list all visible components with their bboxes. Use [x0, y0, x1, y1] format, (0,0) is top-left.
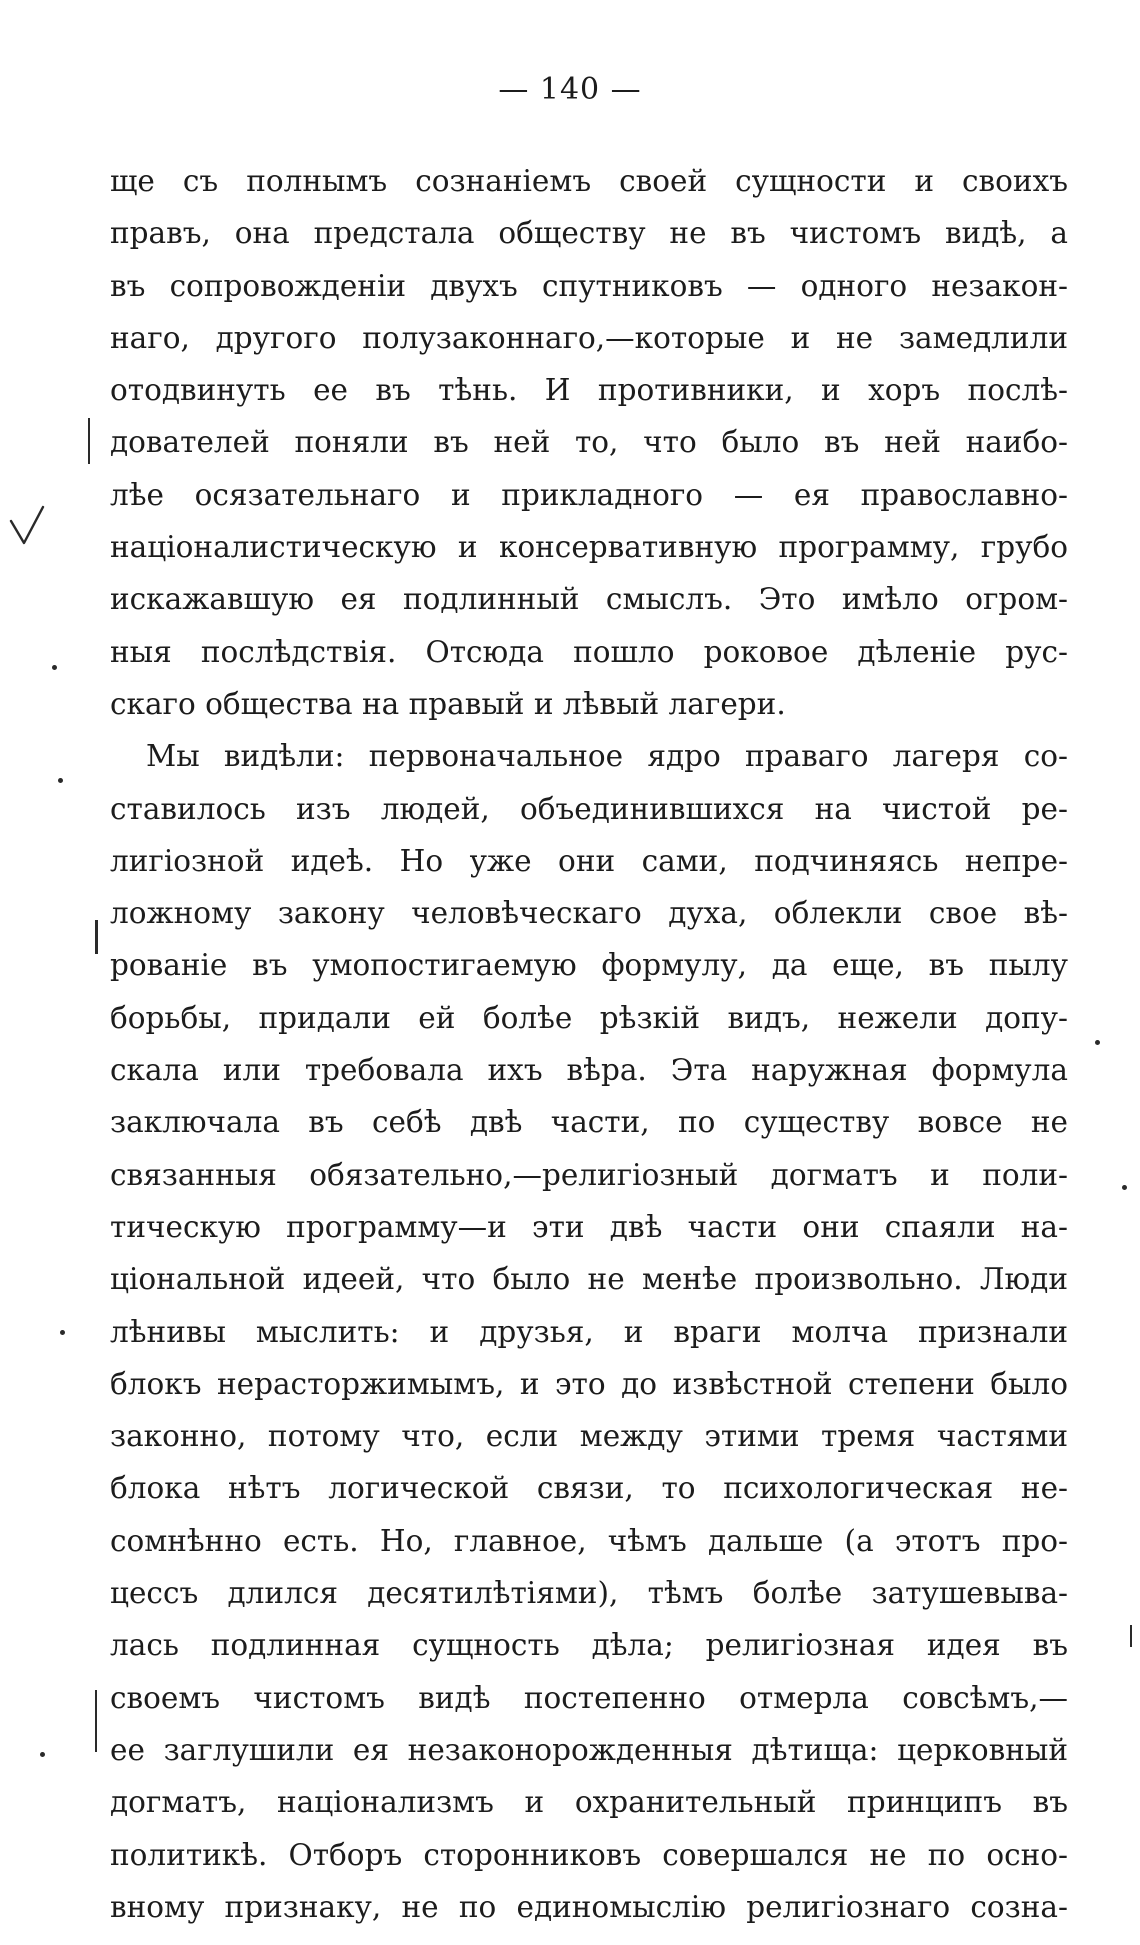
margin-dot-mark [58, 778, 63, 783]
text-line: ее заглушили ея незаконорожденныя дѣтища: церковный [110, 1732, 1068, 1767]
margin-dot-mark [1122, 1185, 1127, 1190]
text-line: ще съ полнымъ сознаніемъ своей сущности и своихъ [110, 164, 1068, 198]
body-text [110, 155, 1068, 1933]
margin-bracket-mark [1130, 1625, 1132, 1647]
text-line: Мы видѣли: первоначальное ядро праваго лагеря со- [146, 739, 1068, 774]
margin-dot-mark [1095, 1040, 1100, 1045]
text-line: законно, потому что, если между этими тремя частями [110, 1419, 1068, 1454]
text-line: наго, другого полузаконнаго,—которые и не замедлили [110, 320, 1068, 355]
text-line: въ сопровожденіи двухъ спутниковъ — одного незакон- [110, 268, 1068, 303]
text-line: лась подлинная сущность дѣла; религіозная идея въ [110, 1628, 1068, 1663]
text-line: отодвинуть ее въ тѣнь. И противники, и хоръ послѣ- [110, 373, 1068, 408]
text-line: ложному закону человѣческаго духа, облекли свое вѣ- [110, 896, 1068, 931]
text-line: догматъ, націонализмъ и охранительный принципъ въ [110, 1785, 1068, 1820]
margin-bracket-mark [95, 1690, 97, 1752]
text-line: скала или требовала ихъ вѣра. Эта наружная формула [110, 1053, 1068, 1088]
check-mark-icon [8, 505, 46, 547]
text-line: правъ, она предстала обществу не въ чистомъ видѣ, а [110, 216, 1068, 251]
margin-bracket-mark [95, 920, 98, 954]
text-line: лѣнивы мыслить: и друзья, и враги молча признали [110, 1314, 1068, 1349]
margin-dot-mark [60, 1330, 65, 1335]
text-line: лигіозной идеѣ. Но уже они сами, подчиняясь непре- [110, 843, 1068, 878]
margin-bracket-mark [88, 418, 90, 464]
text-line: ціональной идеей, что было не менѣе произвольно. Люди [110, 1262, 1068, 1297]
text-line: дователей поняли въ ней то, что было въ ней наибо- [110, 425, 1068, 460]
text-line: связанныя обязательно,—религіозный догматъ и поли- [110, 1157, 1068, 1192]
text-line: сомнѣнно есть. Но, главное, чѣмъ дальше (а этотъ про- [110, 1523, 1068, 1558]
text-line: борьбы, придали ей болѣе рѣзкій видъ, нежели допу- [110, 1000, 1068, 1035]
text-line: тическую программу—и эти двѣ части они спаяли на- [110, 1209, 1068, 1244]
text-line: рованіе въ умопостигаемую формулу, да еще, въ пылу [110, 948, 1068, 983]
text-line: лѣе осязательнаго и прикладного — ея православно- [110, 477, 1068, 512]
text-line: блока нѣтъ логической связи, то психологическая не- [110, 1471, 1068, 1506]
margin-dot-mark [52, 665, 57, 670]
text-line: ставилось изъ людей, объединившихся на чистой ре- [110, 791, 1068, 826]
text-line: блокъ нерасторжимымъ, и это до извѣстной степени было [110, 1366, 1068, 1401]
text-line: политикѣ. Отборъ сторонниковъ совершался не по осно- [110, 1837, 1068, 1872]
text-line: цессъ длился десятилѣтіями), тѣмъ болѣе затушевыва- [110, 1576, 1068, 1611]
page-number: — 140 — [498, 72, 642, 107]
text-line: ныя послѣдствія. Отсюда пошло роковое дѣленіе рус- [110, 634, 1068, 669]
text-line: заключала въ себѣ двѣ части, по существу вовсе не [110, 1105, 1068, 1140]
margin-dot-mark [40, 1752, 45, 1757]
text-line: искажавшую ея подлинный смыслъ. Это имѣло огром- [110, 582, 1068, 617]
text-line: своемъ чистомъ видѣ постепенно отмерла совсѣмъ,— [110, 1680, 1068, 1715]
text-line: націоналистическую и консервативную программу, грубо [110, 530, 1068, 565]
text-line: вному признаку, не по единомыслію религіознаго созна- [110, 1889, 1068, 1924]
text-line: скаго общества на правый и лѣвый лагери. [110, 686, 786, 721]
